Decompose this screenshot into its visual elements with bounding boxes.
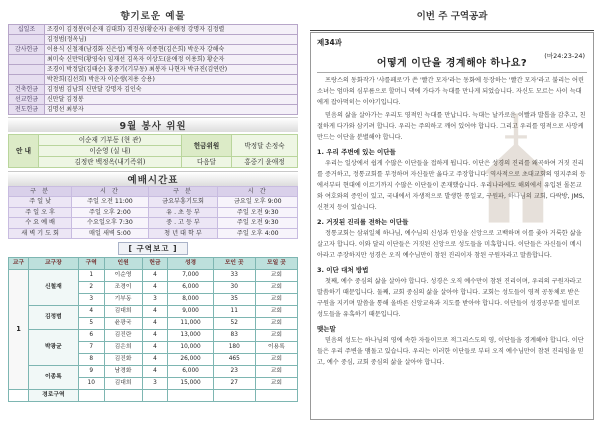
sermon-paragraph: 첫째, 예수 중심의 삶을 살아야 합니다. 성경은 오직 예수만이 참된 진리이며, 우리의 구원자라고 말씀하기 때문입니다. 둘째, 교회 중심의 삶을 살아야 합니다. 교회는 성도들이 영적 공동체로 받은 구원을 지키며 말씀을 통해 올바른 신앙교육과 지도를 받아야 합니다. 이단들이 성경공부를 빌미로 성도들을 유혹하기 때문입니다. bbox=[317, 278, 582, 318]
report-row: 이종록 9 남경화 4 6,000 23 교회 bbox=[9, 366, 298, 378]
offering-row: 선교헌금 신만달 김정봉 bbox=[9, 95, 298, 105]
worship-row: 수 요 예 배 수요일오후 7:30 중 . 고 등 부 주일 오전 9:30 bbox=[9, 218, 298, 228]
report-row: 7 김은희 4 10,000 180 이용록 bbox=[9, 342, 298, 354]
report-row: 8 김진화 4 26,000 465 교회 bbox=[9, 354, 298, 366]
report-row: 1 신철재 1 이순영 4 7,000 33 교회 bbox=[9, 270, 298, 282]
offering-row: 감사헌금 이용식 신철재(남경화 신은섭) 백정옥 이종현(김은희) 박운자 강해숙 bbox=[9, 45, 298, 55]
church-watermark-icon bbox=[461, 108, 571, 228]
sermon-heading: 1. 우리 주변에 있는 이단들 bbox=[317, 148, 396, 156]
left-column bbox=[8, 8, 298, 402]
offering-row: 김정범(정옥님) bbox=[9, 35, 298, 45]
divider bbox=[310, 30, 594, 31]
offering-row: 건축헌금 김정범 김남희 신만달 강명자 김인숙 bbox=[9, 85, 298, 95]
report-title: [ 구역보고 ] bbox=[118, 242, 188, 255]
sermon-paragraph: 프랑스의 동화작가 '샤를페로'가 쓴 '빨간 모자'라는 동화에 등장하는 '빨간 모자'라고 불리는 어린 소녀는 엄마의 심부름으로 할머니 댁에 가다가 늑대를 만나게 되었습니다. 자신도 모르는 사이 늑대에게 잡아먹히는 이야기입니다. bbox=[317, 77, 584, 106]
report-row: 2 조경이 4 6,000 30 교회 bbox=[9, 282, 298, 294]
sermon-title: 어떻게 이단을 경계해야 하나요? bbox=[376, 58, 528, 69]
offering-table bbox=[8, 24, 298, 115]
serve-title: 9월 봉사 위원 bbox=[8, 117, 298, 132]
worship-row: 주 일 낮 주일 오전 11:00 금요부흥기도회 금요일 오후 9:00 bbox=[9, 197, 298, 207]
sermon-header bbox=[310, 8, 594, 31]
offering-row: 최미숙 신만덕(황영숙) 임재선 김옥자 이상도(윤애정 이용희) 황순자 bbox=[9, 55, 298, 65]
offering-title: 향기로운 예물 bbox=[120, 11, 186, 22]
worship-row: 주 일 오 후 주일 오후 2:00 유 . 초 등 부 주일 오전 9:30 bbox=[9, 207, 298, 217]
offering-row: 조경이 박정달(김태순) 홍중기(기부동) 최봉자 나현자 박규진(김연란) bbox=[9, 65, 298, 75]
sermon-heading: 2. 거짓된 진리를 전하는 이단들 bbox=[317, 218, 409, 226]
sermon-section-title: 이번 주 구역공과 bbox=[416, 11, 488, 22]
sermon-heading: 3. 이단 대처 방법 bbox=[317, 266, 369, 274]
offering-row: 박찬희(김선희) 박운자 이순생(지용 승용) bbox=[9, 75, 298, 85]
report-footer-row: 경로구역 bbox=[9, 390, 298, 402]
lesson-number: 제34과 bbox=[317, 38, 342, 47]
worship-row: 새 벽 기 도 회 매일 새벽 5:00 청 년 대 학 부 주일 오후 4:00 bbox=[9, 228, 298, 238]
report-row: 박광균 6 김진란 4 13,000 83 교회 bbox=[9, 330, 298, 342]
sermon-paragraph: 믿음의 삶을 살아가는 우리도 영적인 늑대를 만납니다. 늑대는 날카로운 이빨과 발톱을 감추고, 친절하게 다가와 삼키려 합니다. 우리는 주의하고 깨어 있어야 합니다. 그리고 우리를 영적으로 사망케 만드는 이단을 분별해야 합니다. bbox=[317, 112, 586, 141]
sermon-heading: 맺는말 bbox=[317, 325, 336, 333]
divider bbox=[317, 72, 587, 73]
report-row: 10 김대희 3 15,000 27 교회 bbox=[9, 378, 298, 390]
sermon-box bbox=[310, 32, 594, 420]
sermon-paragraph: 우리는 일상에서 쉽게 수많은 이단들을 접하게 됩니다. 이단은 성경의 진리를 왜곡하여 거짓 진리를 증거하고, 정통교회를 부정하며 자신들만 옳다고 주장합니다. 역사적으로 초대교회의 영지주의 등에서부터 현대에 이르기까지 수많은 이단들이 존재했습니다. 우리나라에도 해외에서 유입된 몰몬교와 여호와의 증인이 있고, 국내에서 자생적으로 발생한 통일교, 구원파, 하나님의 교회, 다락방, JMS, 신천지 등이 있습니다. bbox=[317, 160, 586, 211]
report-table: 교구 교구장 구역 인원 헌금 성경 모인 곳 모일 곳 1 신철재 1 이순영 4 7,000 33 교회 2 조경이 4 6,000 30 교회 3 기부동 3 8,000 35 교회 김정범 4 김대희 4 9,000 11 교회 5 윤광국 4 11,000 52 교회 박광균 6 김진란 4 13,000 83 교회 7 김은희 4 10,000 180 이용록 8 김진화 4 26,000 465 교회 이종록 9 남경화 4 6,000 23 교회 10 김대희 3 15,000 27 교회 경로구역 bbox=[8, 257, 298, 402]
offering-row: 전도헌금 김명선 최봉자 bbox=[9, 105, 298, 115]
serve-label: 안 내 bbox=[9, 135, 39, 168]
report-row: 3 기부동 3 8,000 35 교회 bbox=[9, 294, 298, 306]
report-row: 김정범 4 김대희 4 9,000 11 교회 bbox=[9, 306, 298, 318]
scripture-reference: (마24:23-24) bbox=[544, 52, 585, 60]
worship-table: 구 분 시 간 구 분 시 간 주 일 낮 주일 오전 11:00 금요부흥기도회 금요일 오후 9:00 주 일 오 후 주일 오후 2:00 유 . 초 등 부 주일 오전 9:30 수 요 예 배 수요일오후 7:30 중 . 고 등 부 주일 오전 9:30 새 벽 기 도 회 매일 새벽 5:00 청 년 대 학 부 주일 오후 4:00 bbox=[8, 186, 298, 239]
report-row: 5 윤광국 4 11,000 52 교회 bbox=[9, 318, 298, 330]
worship-title: 예배시간표 bbox=[8, 171, 298, 186]
serve-table: 안 내 이순재 기부동 (현 관) 헌금위원 박정달 손정숙 이순영 (실 내) 김정란 백정옥(내기즉위) 다음달 홍중기 윤애정 bbox=[8, 134, 298, 168]
sermon-paragraph: 정통교회는 삼위일체 하나님, 예수님의 신성과 인성을 신앙으로 고백하며 이를 좇아 거룩한 삶을 살고자 합니다. 이와 달리 이단들은 거짓된 신앙으로 성도들을 미혹합니다. 이단들은 자신들이 메시아라고 주장하지만 성경은 오직 예수님만이 참된 진리이자 참된 구원자라고 말씀합니다. bbox=[317, 230, 582, 259]
offering-row: 십일조 조경이 김정봉(이순재 김대희) 김진성(황순자) 윤애정 강명자 김정렬 bbox=[9, 25, 298, 35]
sermon-paragraph: 믿음의 성도는 하나님의 영에 속한 자들이므로 적그리스도의 영, 이단들을 경계해야 합니다. 이단들은 우리 주변을 맴돌고 있습니다. 우리는 이러한 이단들로 부터 오직 예수님만이 참된 진리임을 믿고, 예수 중심, 교회 중심의 삶을 살아야 합니다. bbox=[317, 337, 584, 366]
